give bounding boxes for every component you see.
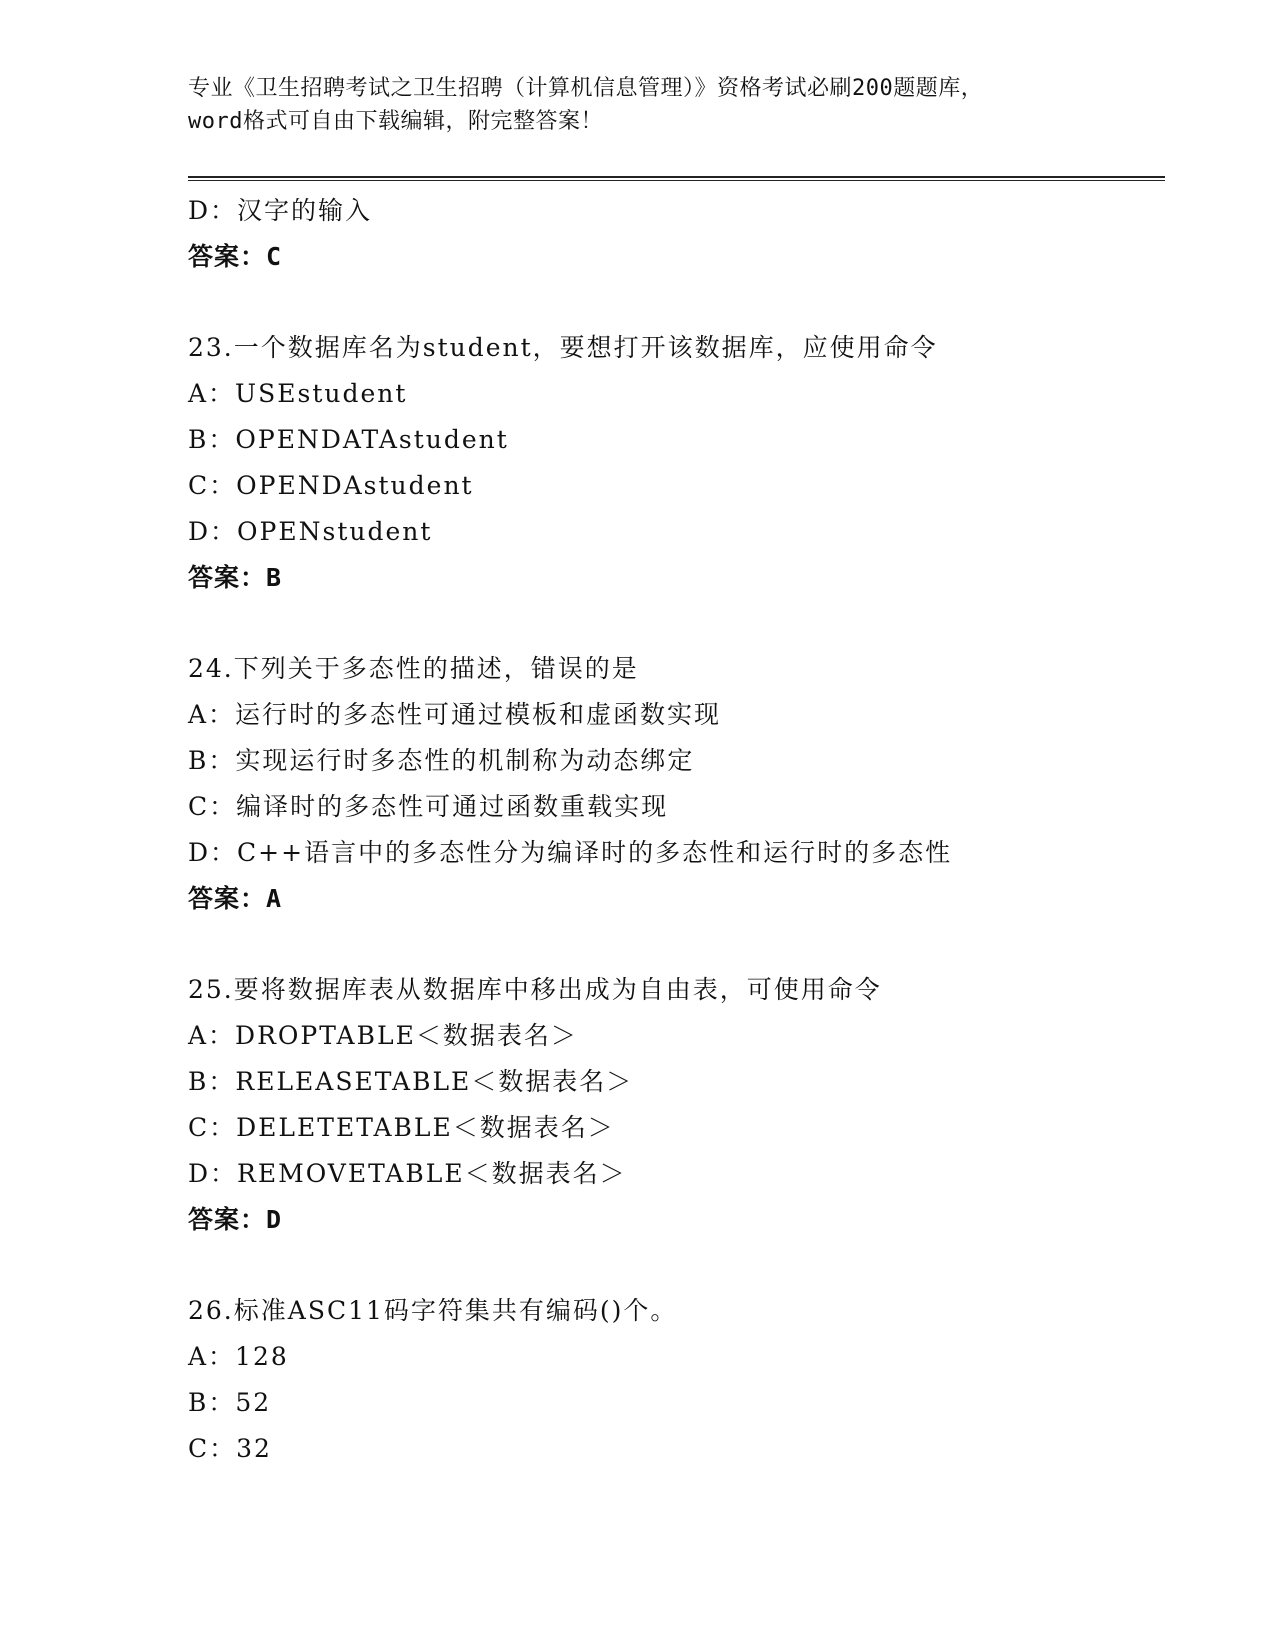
option-a: A：运行时的多态性可通过模板和虚函数实现 [188,700,722,729]
question-stem: 25.要将数据库表从数据库中移出成为自由表，可使用命令 [188,975,882,1004]
option-a: A：USEstudent [188,379,408,408]
question-stem: 24.下列关于多态性的描述，错误的是 [188,654,639,683]
option-d: D：REMOVETABLE＜数据表名＞ [188,1159,627,1188]
spacer [188,1243,1168,1288]
question-stem: 23.一个数据库名为student，要想打开该数据库，应使用命令 [188,333,938,362]
option-b: B：52 [188,1388,272,1417]
option-a: A：DROPTABLE＜数据表名＞ [188,1021,578,1050]
header-divider [188,176,1165,181]
previous-question-option-d: D：汉字的输入 [188,196,373,225]
question-stem: 26.标准ASC11码字符集共有编码()个。 [188,1296,678,1325]
question-25 [188,967,1168,1243]
option-d: D：OPENstudent [188,517,433,546]
document-header [188,72,1088,138]
answer: 答案：D [188,1205,283,1234]
option-b: B：RELEASETABLE＜数据表名＞ [188,1067,634,1096]
option-c: C：OPENDAstudent [188,471,474,500]
question-list [188,188,1168,1472]
header-title-line-2: word格式可自由下载编辑，附完整答案！ [188,109,603,134]
spacer [188,922,1168,967]
option-c: C：DELETETABLE＜数据表名＞ [188,1113,615,1142]
option-a: A：128 [188,1342,289,1371]
question-26 [188,1288,1168,1472]
option-b: B：OPENDATAstudent [188,425,509,454]
answer: 答案：A [188,884,283,913]
answer: 答案：B [188,563,283,592]
spacer [188,280,1168,325]
spacer [188,601,1168,646]
question-24 [188,646,1168,922]
previous-question-answer: 答案：C [188,242,283,271]
question-23 [188,325,1168,601]
option-d: D：C++语言中的多态性分为编译时的多态性和运行时的多态性 [188,838,953,867]
option-c: C：编译时的多态性可通过函数重载实现 [188,792,669,821]
header-title-line-1: 专业《卫生招聘考试之卫生招聘（计算机信息管理）》资格考试必刷200题题库， [188,76,984,101]
option-c: C：32 [188,1434,272,1463]
option-b: B：实现运行时多态性的机制称为动态绑定 [188,746,695,775]
